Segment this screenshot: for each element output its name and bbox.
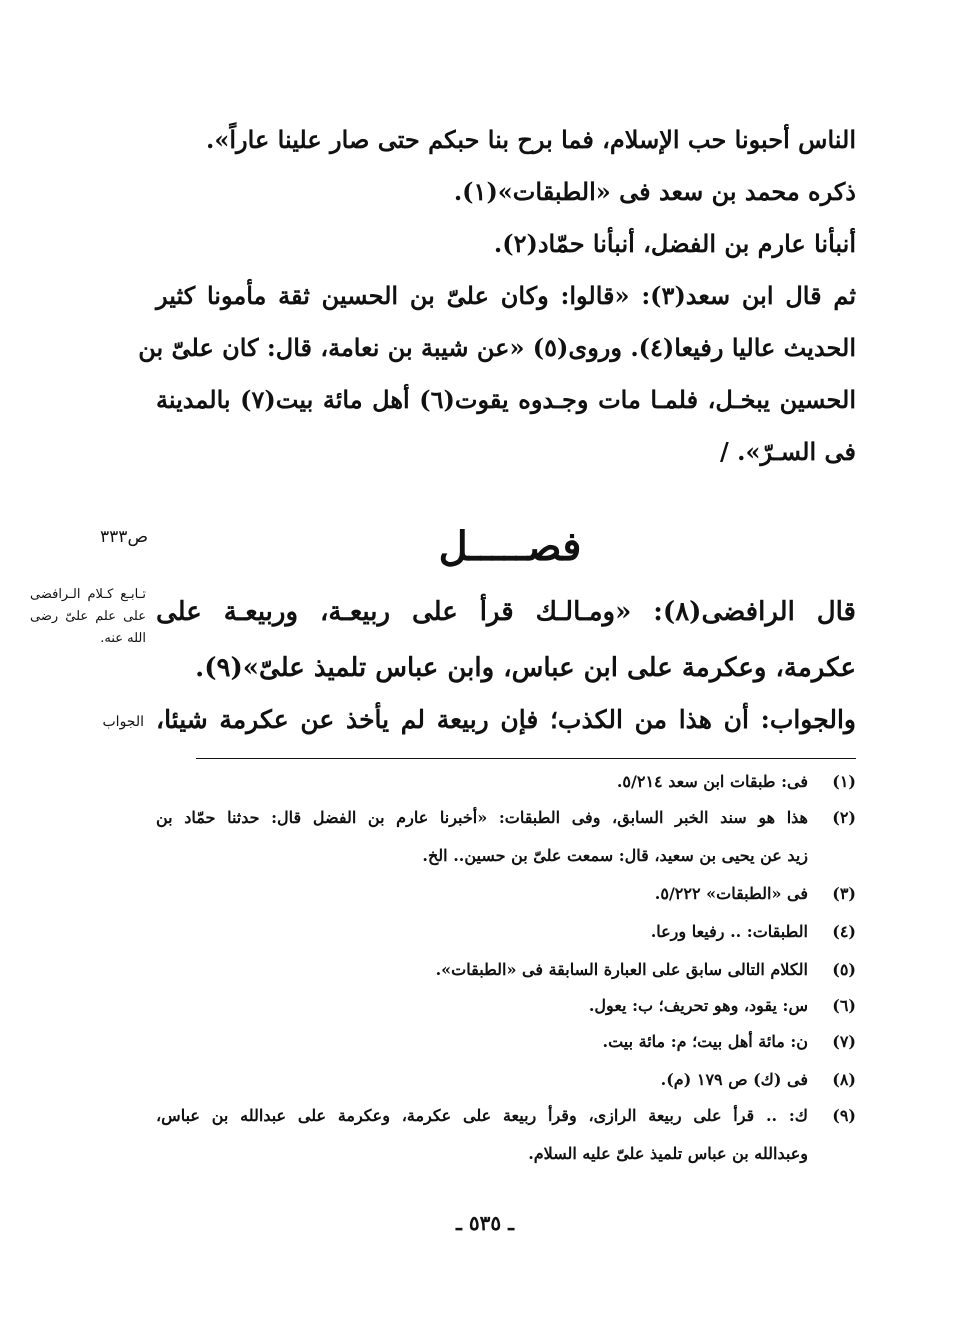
footnote-number: (٩) xyxy=(832,1106,856,1125)
margin-note-answer: الجواب xyxy=(102,714,144,730)
footnote-text: فى: طبقات ابن سعد ٥/٢١٤. xyxy=(616,772,808,791)
page-reference: ص٣٣٣ xyxy=(100,527,148,547)
section-line-1: قال الرافضى(٨): «ومـالـك قرأ على ربيعـة، وربيعـة على xyxy=(156,597,856,627)
footnote-number: (٢) xyxy=(832,808,856,827)
footnote-text: الطبقات: .. رفيعا ورعا. xyxy=(650,922,808,941)
margin-note: تـابـع كـلام الـرافضى على علم علىّ رضى الله عنه. xyxy=(30,587,146,646)
footnote-number: (٤) xyxy=(832,922,856,941)
body-line-1: الناس أحبونا حب الإسلام، فما برح بنا حبكم حتى صار علينا عاراً». xyxy=(206,125,856,154)
footnote-number: (١) xyxy=(832,772,856,791)
body-line-7: فى السـرّ». / xyxy=(720,437,856,466)
footnote-separator xyxy=(196,758,856,759)
body-line-3: أنبأنا عارم بن الفضل، أنبأنا حمّاد(٢). xyxy=(493,229,856,258)
footnote-number: (٣) xyxy=(832,884,856,903)
section-line-3: والجواب: أن هذا من الكذب؛ فإن ربيعة لم يأخذ عن عكرمة شيئا، xyxy=(156,705,856,734)
footnote-text: هذا هو سند الخبر السابق، وفى الطبقات: «أخبرنا عارم بن الفضل قال: حدثنا حمّاد بن xyxy=(156,808,808,827)
footnote-number: (٥) xyxy=(832,960,856,979)
footnote-text: فى «الطبقات» ٥/٢٢٢. xyxy=(654,884,808,903)
body-line-5: الحديث عاليا رفيعا(٤). وروى(٥) «عن شيبة بن نعامة، قال: كان علىّ بن xyxy=(138,333,856,362)
footnote-2-continuation: زيد عن يحيى بن سعيد، قال: سمعت علىّ بن حسين.. الخ. xyxy=(422,846,808,865)
footnote-9-continuation: وعبدالله بن عباس تلميذ علىّ عليه السلام. xyxy=(528,1144,808,1163)
page-number: ـ ٥٣٥ ـ xyxy=(456,1211,514,1235)
footnote-text: س: يقود، وهو تحريف؛ ب: يعول. xyxy=(588,996,808,1015)
section-line-2: عكرمة، وعكرمة على ابن عباس، وابن عباس تلميذ علىّ»(٩). xyxy=(195,653,856,683)
footnote-text: الكلام التالى سابق على العبارة السابقة فى «الطبقات». xyxy=(435,960,808,979)
footnote-number: (٨) xyxy=(832,1070,856,1089)
section-heading: فصـــــل xyxy=(438,523,582,570)
footnote-text: فى (ك) ص ١٧٩ (م). xyxy=(660,1070,808,1089)
body-line-2: ذكره محمد بن سعد فى «الطبقات»(١). xyxy=(453,177,856,206)
body-line-4: ثم قال ابن سعد(٣): «قالوا: وكان علىّ بن الحسين ثقة مأمونا كثير xyxy=(156,281,857,310)
body-line-6: الحسين يبخـل، فلمـا مات وجـدوه يقوت(٦) أهل مائة بيت(٧) بالمدينة xyxy=(156,385,857,414)
footnote-number: (٧) xyxy=(832,1032,856,1051)
footnote-number: (٦) xyxy=(832,996,856,1015)
footnote-text: ن: مائة أهل بيت؛ م: مائة بيت. xyxy=(602,1032,808,1051)
footnote-text: ك: .. قرأ على ربيعة الرازى، وقرأ ربيعة على عكرمة، وعكرمة على عبدالله بن عباس، xyxy=(156,1106,808,1125)
